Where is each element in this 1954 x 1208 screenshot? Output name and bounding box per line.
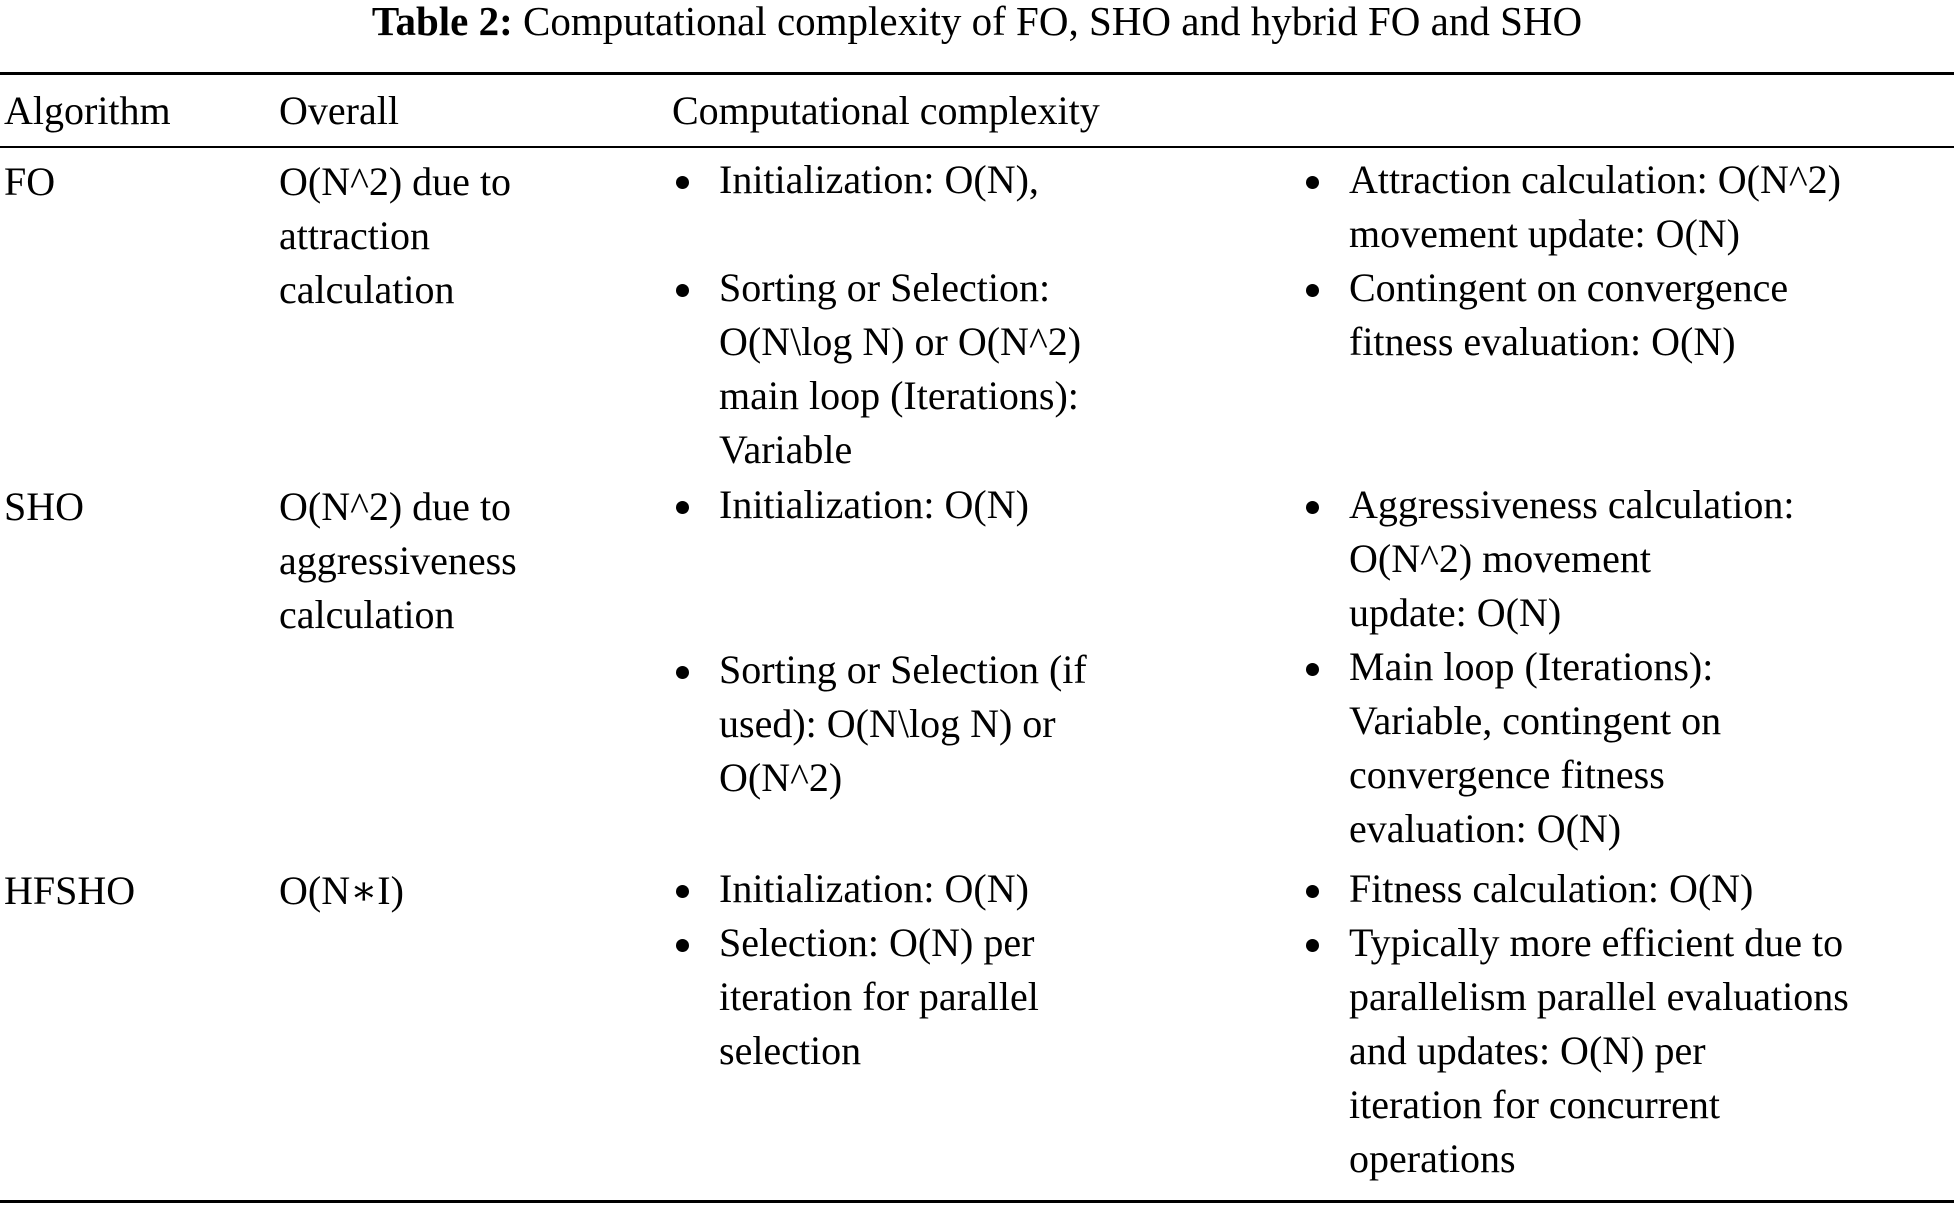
bullet-line: convergence fitness xyxy=(1349,752,1665,797)
header-computational-complexity: Computational complexity xyxy=(672,88,1100,133)
bullet-line: Attraction calculation: O(N^2) xyxy=(1349,157,1841,202)
overall-line: O(N∗I) xyxy=(279,868,404,913)
overall-line: aggressiveness xyxy=(279,538,517,583)
row-sho-complexity-right xyxy=(1302,478,1794,856)
overall-line: O(N^2) due to xyxy=(279,484,512,529)
bullet-line: Fitness calculation: O(N) xyxy=(1349,866,1754,911)
row-fo-algorithm: FO xyxy=(4,159,56,204)
bullet-item xyxy=(1302,261,1841,369)
bullet-line: operations xyxy=(1349,1136,1516,1181)
row-sho-complexity-left xyxy=(672,478,1029,532)
row-sho-overall xyxy=(279,480,517,642)
row-fo-complexity-left-2 xyxy=(672,261,1081,477)
table-header-rule xyxy=(0,146,1954,148)
bullet-line: parallelism parallel evaluations xyxy=(1349,974,1849,1019)
bullet-item xyxy=(1302,862,1849,916)
bullet-line: Typically more efficient due to xyxy=(1349,920,1844,965)
row-fo-complexity-left xyxy=(672,153,1039,207)
bullet-line: and updates: O(N) per xyxy=(1349,1028,1706,1073)
bullet-item xyxy=(1302,916,1849,1186)
row-sho-algorithm: SHO xyxy=(4,484,85,529)
overall-line: O(N^2) due to xyxy=(279,159,512,204)
bullet-item xyxy=(672,153,1039,207)
bullet-line: update: O(N) xyxy=(1349,590,1562,635)
bullet-line: Main loop (Iterations): xyxy=(1349,644,1714,689)
bullet-line: evaluation: O(N) xyxy=(1349,806,1622,851)
bullet-line: Initialization: O(N) xyxy=(719,482,1029,527)
bullet-line: O(N^2) xyxy=(719,755,843,800)
bullet-line: used): O(N\log N) or xyxy=(719,701,1056,746)
bullet-line: Variable xyxy=(719,427,853,472)
bullet-line: iteration for parallel xyxy=(719,974,1039,1019)
header-algorithm: Algorithm xyxy=(4,88,171,133)
overall-line: calculation xyxy=(279,267,455,312)
bullet-line: Variable, contingent on xyxy=(1349,698,1722,743)
bullet-item xyxy=(672,261,1081,477)
header-overall: Overall xyxy=(279,88,399,133)
bullet-line: iteration for concurrent xyxy=(1349,1082,1720,1127)
bullet-item xyxy=(1302,153,1841,261)
overall-line: calculation xyxy=(279,592,455,637)
bullet-line: Aggressiveness calculation: xyxy=(1349,482,1795,527)
bullet-line: O(N\log N) or O(N^2) xyxy=(719,319,1082,364)
bullet-line: fitness evaluation: O(N) xyxy=(1349,319,1736,364)
bullet-line: Selection: O(N) per xyxy=(719,920,1035,965)
bullet-item xyxy=(672,916,1039,1078)
table-caption-label: Table 2: xyxy=(371,0,513,44)
row-hfsho-complexity-left xyxy=(672,862,1039,1078)
table-caption-text: Computational complexity of FO, SHO and hybrid FO and SHO xyxy=(523,0,1583,44)
row-hfsho-algorithm: HFSHO xyxy=(4,868,136,913)
bullet-line: O(N^2) movement xyxy=(1349,536,1652,581)
table-bottom-rule xyxy=(0,1200,1954,1203)
bullet-line: Contingent on convergence xyxy=(1349,265,1789,310)
bullet-line: Sorting or Selection (if xyxy=(719,647,1087,692)
bullet-item xyxy=(1302,478,1794,640)
bullet-line: Initialization: O(N) xyxy=(719,866,1029,911)
overall-line: attraction xyxy=(279,213,431,258)
bullet-line: Initialization: O(N), xyxy=(719,157,1039,202)
bullet-item xyxy=(672,643,1087,805)
table-top-rule xyxy=(0,72,1954,75)
row-hfsho-overall xyxy=(279,864,404,918)
bullet-line: movement update: O(N) xyxy=(1349,211,1740,256)
bullet-item xyxy=(672,862,1039,916)
bullet-line: Sorting or Selection: xyxy=(719,265,1051,310)
bullet-item xyxy=(1302,640,1794,856)
row-sho-complexity-left-2 xyxy=(672,643,1087,805)
bullet-line: selection xyxy=(719,1028,862,1073)
table-caption xyxy=(0,0,1954,48)
row-fo-overall xyxy=(279,155,511,317)
bullet-item xyxy=(672,478,1029,532)
bullet-line: main loop (Iterations): xyxy=(719,373,1079,418)
row-fo-complexity-right xyxy=(1302,153,1841,369)
row-hfsho-complexity-right xyxy=(1302,862,1849,1186)
